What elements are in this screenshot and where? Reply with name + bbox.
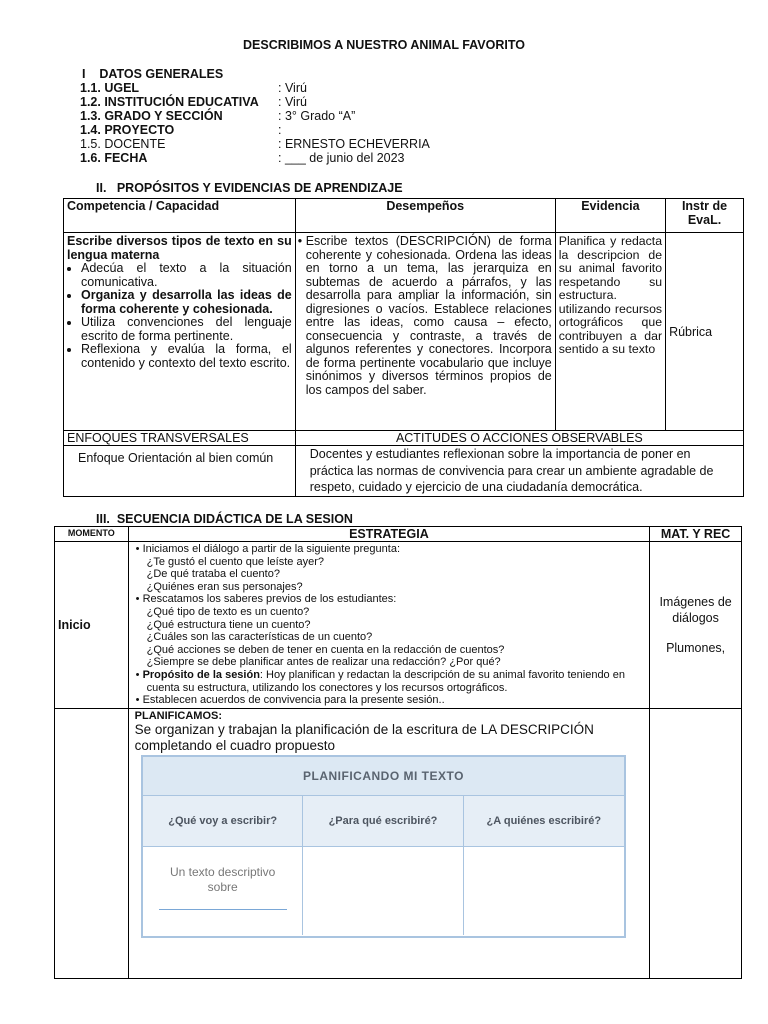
- strategy-line: ¿Te gustó el cuento que leíste ayer?: [146, 555, 324, 568]
- header-momento: MOMENTO: [55, 527, 129, 542]
- plan-grid: [143, 795, 624, 935]
- general-row-proyecto: [80, 123, 281, 137]
- material-item: Imágenes de diálogos: [659, 594, 732, 625]
- momento-inicio: Inicio: [55, 542, 129, 709]
- general-row-fecha: [80, 151, 405, 165]
- planning-chart: [141, 755, 626, 938]
- capacidad-item: • Reflexiona y evalúa la forma, el contenido y contexto del texto escrito.: [81, 343, 292, 370]
- strategy-line: ¿Siempre se debe planificar antes de realizar una redacción? ¿Por qué?: [146, 656, 501, 669]
- desempeno-cell: [295, 233, 555, 431]
- evidencia-cell: Planifica y redacta la descripcion de su animal favorito respetando su estructura. utilizando recursos ortográficos que contribuyen a dar sentido a su texto: [555, 233, 665, 431]
- general-value: :: [278, 123, 282, 137]
- strategy-line: ¿De qué trataba el cuento?: [146, 568, 280, 581]
- planificamos-text: Se organizan y trabajan la planificación de la escritura de LA DESCRIPCIÓN completando el cuadro propuesto: [134, 721, 594, 753]
- general-label: 1.1. UGEL: [80, 81, 140, 95]
- general-row-docente: [80, 137, 430, 151]
- general-value: : ___ de junio del 2023: [278, 151, 405, 165]
- general-label: 1.6. FECHA: [80, 151, 148, 165]
- bullet-icon: •: [135, 593, 143, 606]
- capacidad-item: • Utiliza convenciones del lenguaje escrito de forma pertinente.: [81, 316, 292, 343]
- header-competencia: Competencia / Capacidad: [64, 199, 296, 233]
- bullet-icon: •: [135, 694, 143, 707]
- proposito-text: : Hoy planifican y redactan la descripción de su animal favorito teniendo en cuenta su estructura, utilizando los conectores y los recursos ortográficos.: [146, 668, 625, 694]
- strategy-line: Iniciamos el diálogo a partir de la siguiente pregunta:: [142, 543, 400, 555]
- enfoques-header: ENFOQUES TRANSVERSALES: [64, 431, 296, 446]
- competencia-title: Escribe diversos tipos de texto en su lengua materna: [67, 234, 292, 262]
- header-evidencia: Evidencia: [555, 199, 665, 233]
- document-title: DESCRIBIMOS A NUESTRO ANIMAL FAVORITO: [243, 38, 525, 52]
- plan-answer-a-quienes: [464, 846, 624, 935]
- bullet-icon: •: [135, 543, 143, 555]
- header-materiales: MAT. Y REC: [650, 527, 742, 542]
- desarrollo-materiales-cell: [650, 708, 742, 978]
- material-item: Plumones,: [666, 640, 726, 655]
- plan-answer-que: [143, 846, 303, 935]
- strategy-line: ¿Quiénes eran sus personajes?: [146, 580, 303, 593]
- general-row-grado: [80, 109, 355, 123]
- general-data-heading: I DATOS GENERALES: [82, 67, 224, 81]
- actitudes-header: ACTITUDES O ACCIONES OBSERVABLES: [295, 431, 743, 446]
- strategy-line: ¿Cuáles son las características de un cuento?: [146, 631, 373, 644]
- acuerdos-text: Establecen acuerdos de convivencia para la presente sesión..: [142, 694, 445, 707]
- header-estrategia: ESTRATEGIA: [128, 527, 650, 542]
- header-instrumento: Instr de EvaL.: [666, 199, 744, 233]
- capacidad-item: • Organiza y desarrolla las ideas de forma coherente y cohesionada.: [81, 289, 292, 316]
- general-value: : ERNESTO ECHEVERRIA: [278, 137, 430, 151]
- competencia-cell: [64, 233, 296, 431]
- general-value: : Virú: [278, 81, 307, 95]
- write-line: [159, 909, 287, 910]
- desempeno-text: Escribe textos (DESCRIPCIÓN) de forma coherente y cohesionada. Ordena las ideas en torno a un tema, las jerarquiza en subtemas de acuerdo a párrafos, y las desarrolla para ampliar la información, sin digresiones o vacíos. Establece relaciones entre las ideas, como causa – efecto, consecuencia y contraste, a través de algunos referentes y conectores. Incorpora de forma pertinente vocabulario que incluye sinónimos y diversos términos propios de los campos del saber.: [305, 234, 552, 397]
- plan-question: ¿Para qué escribiré?: [303, 795, 463, 846]
- general-value: : Virú: [278, 95, 307, 109]
- section2-heading: II. PROPÓSITOS Y EVIDENCIAS DE APRENDIZAJE: [96, 181, 403, 195]
- general-row-ugel: [80, 81, 307, 95]
- instrumento-cell: Rúbrica: [666, 233, 744, 431]
- general-row-institucion: [80, 95, 307, 109]
- strategy-line: ¿Qué tipo de texto es un cuento?: [146, 605, 310, 618]
- inicio-strategy-cell: [128, 542, 650, 709]
- plan-answer-para-que: [303, 846, 463, 935]
- strategy-line: Rescatamos los saberes previos de los estudiantes:: [142, 593, 397, 606]
- capacidades-list: [67, 262, 292, 370]
- general-label: 1.2. INSTITUCIÓN EDUCATIVA: [80, 95, 259, 109]
- plan-question: ¿A quiénes escribiré?: [464, 795, 624, 846]
- general-label: 1.3. GRADO Y SECCIÓN: [80, 109, 223, 123]
- enfoque-cell: Enfoque Orientación al bien común: [64, 446, 296, 497]
- materiales-cell: [650, 542, 742, 709]
- section3-heading: III. SECUENCIA DIDÁCTICA DE LA SESION: [96, 512, 353, 526]
- momento-desarrollo: [55, 708, 129, 978]
- bullet-icon: •: [297, 234, 303, 248]
- bullet-icon: •: [135, 668, 143, 681]
- proposito-label: Propósito de la sesión: [142, 668, 260, 681]
- planificamos-label: PLANIFICAMOS:: [134, 709, 223, 722]
- general-value: : 3° Grado “A”: [278, 109, 356, 123]
- actitud-cell: Docentes y estudiantes reflexionan sobre la importancia de poner en práctica las normas de convivencia para crear un ambiente agradable de respeto, cuidado y ejercicio de una ciudadanía democrática.: [295, 446, 743, 497]
- general-label: 1.4. PROYECTO: [80, 123, 175, 137]
- strategy-line: ¿Qué estructura tiene un cuento?: [146, 618, 311, 631]
- header-desempenos: Desempeños: [295, 199, 555, 233]
- plan-question: ¿Qué voy a escribir?: [143, 795, 303, 846]
- plan-answer-text: Un texto descriptivo sobre: [169, 865, 276, 894]
- plan-title: PLANIFICANDO MI TEXTO: [143, 757, 624, 795]
- strategy-line: ¿Qué acciones se deben de tener en cuenta en la redacción de cuentos?: [146, 643, 505, 656]
- purposes-table: [63, 198, 744, 497]
- general-label: 1.5. DOCENTE: [80, 137, 166, 151]
- capacidad-item: • Adecúa el texto a la situación comunicativa.: [81, 262, 292, 289]
